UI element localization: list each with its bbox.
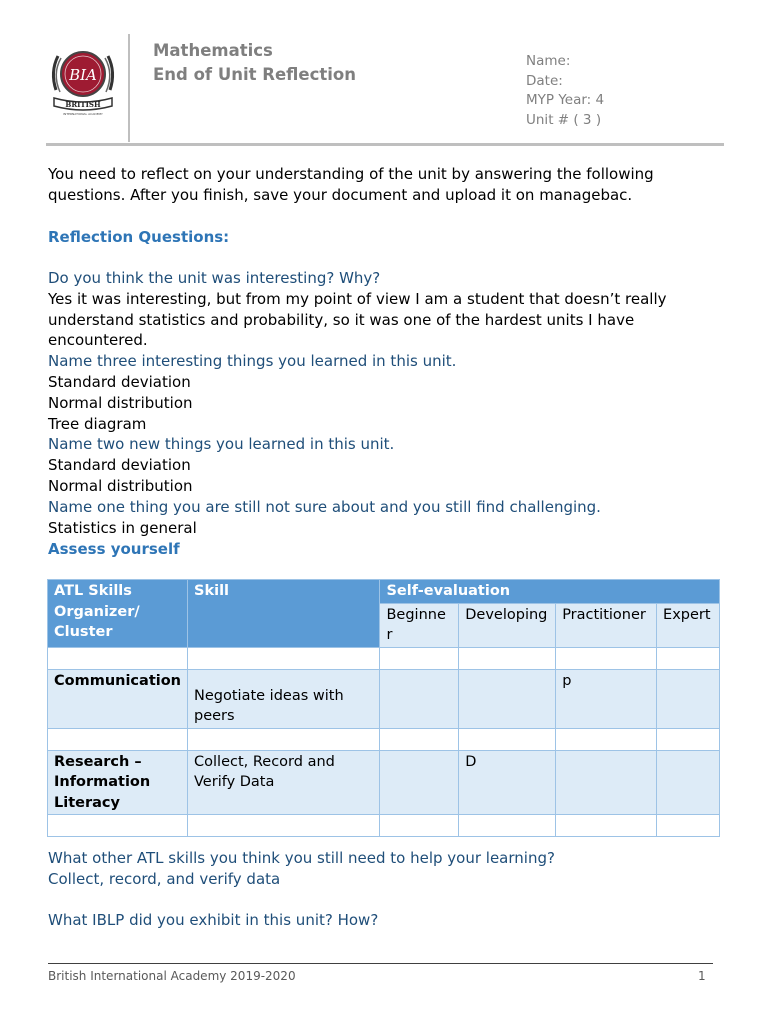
mark-beginner[interactable] [380, 750, 459, 815]
table-cell[interactable] [459, 815, 556, 837]
skill-negotiate[interactable]: Negotiate ideas with peers [188, 669, 380, 728]
table-row [48, 669, 720, 728]
table-cell[interactable] [380, 815, 459, 837]
document-title: End of Unit Reflection [153, 65, 356, 84]
spacer [48, 890, 728, 911]
answer-2-item: Normal distribution [48, 393, 193, 412]
question-4: Name one thing you are still not sure about and you still find challenging. [48, 497, 601, 516]
table-cell[interactable] [48, 647, 188, 669]
table-cell[interactable] [556, 647, 657, 669]
table-cell[interactable] [48, 815, 188, 837]
svg-text:INTERNATIONAL ACADEMY: INTERNATIONAL ACADEMY [63, 112, 103, 116]
reflection-heading: Reflection Questions: [48, 228, 230, 246]
table-cell[interactable] [380, 728, 459, 750]
closing-questions [48, 848, 728, 931]
header-rule [46, 143, 724, 146]
intro-paragraph: You need to reflect on your understanding of the unit by answering the following questions. After you finish, save your document and upload it on managebac. [48, 165, 654, 204]
footer-rule [48, 963, 713, 964]
table-cell[interactable] [48, 728, 188, 750]
table-spacer-row [48, 728, 720, 750]
mark-beginner[interactable] [380, 669, 459, 728]
table-cell[interactable] [459, 728, 556, 750]
atl-skills-table [47, 579, 720, 837]
header-divider [128, 34, 130, 142]
header-cluster: ATL Skills Organizer/ Cluster [48, 580, 188, 648]
mark-practitioner[interactable]: p [556, 669, 657, 728]
svg-text:BRITISH: BRITISH [65, 100, 101, 109]
table-cell[interactable] [556, 815, 657, 837]
answer-3-item: Normal distribution [48, 476, 193, 495]
mark-developing[interactable]: D [459, 750, 556, 815]
table-cell[interactable] [657, 647, 720, 669]
answer-1: Yes it was interesting, but from my point of view I am a student that doesn’t really understand statistics and probability, so it was one of the hardest units I have encountered. [48, 289, 667, 350]
subject-title: Mathematics [153, 41, 273, 60]
student-info [526, 52, 604, 130]
table-spacer-row [48, 647, 720, 669]
level-practitioner: Practitioner [556, 603, 657, 647]
document-header [0, 0, 768, 145]
question-1: Do you think the unit was interesting? Why? [48, 269, 381, 287]
assess-heading: Assess yourself [48, 540, 180, 558]
mark-practitioner[interactable] [556, 750, 657, 815]
unit-number: Unit # ( 3 ) [526, 111, 602, 128]
mark-expert[interactable] [657, 669, 720, 728]
question-5: What other ATL skills you think you still need to help your learning? [48, 849, 555, 867]
answer-3-item: Standard deviation [48, 456, 191, 475]
table-spacer-row [48, 815, 720, 837]
table-row [48, 750, 720, 815]
myp-year: MYP Year: 4 [526, 92, 605, 108]
school-crest-logo [48, 42, 118, 116]
mark-expert[interactable] [657, 750, 720, 815]
answer-2-item: Standard deviation [48, 372, 191, 391]
answer-2-item: Tree diagram [48, 414, 147, 433]
svg-text:BIA: BIA [69, 66, 97, 84]
question-2: Name three interesting things you learned in this unit. [48, 352, 457, 371]
table-cell[interactable] [188, 728, 380, 750]
header-self-evaluation: Self-evaluation [380, 580, 720, 604]
reflection-answers [48, 268, 728, 538]
level-developing: Developing [459, 603, 556, 647]
skill-collect-record[interactable]: Collect, Record and Verify Data [188, 750, 380, 815]
cluster-communication: Communication [48, 669, 188, 728]
level-expert: Expert [657, 603, 720, 647]
footer-text: British International Academy 2019-2020 [48, 969, 296, 983]
table-cell[interactable] [188, 815, 380, 837]
cluster-research: Research – Information Literacy [48, 750, 188, 815]
answer-4: Statistics in general [48, 518, 197, 537]
header-skill: Skill [188, 580, 380, 648]
table-header-row [48, 580, 720, 604]
table-cell[interactable] [657, 815, 720, 837]
level-beginner: Beginne r [380, 603, 459, 647]
date-field-label: Date: [526, 72, 563, 89]
table-cell[interactable] [556, 728, 657, 750]
table-cell[interactable] [657, 728, 720, 750]
table-cell[interactable] [188, 647, 380, 669]
answer-5: Collect, record, and verify data [48, 869, 281, 888]
page-number: 1 [698, 969, 706, 983]
question-3: Name two new things you learned in this unit. [48, 435, 395, 454]
name-field-label: Name: [526, 53, 571, 69]
table-cell[interactable] [459, 647, 556, 669]
table-cell[interactable] [380, 647, 459, 669]
mark-developing[interactable] [459, 669, 556, 728]
question-6: What IBLP did you exhibit in this unit? How? [48, 911, 379, 930]
